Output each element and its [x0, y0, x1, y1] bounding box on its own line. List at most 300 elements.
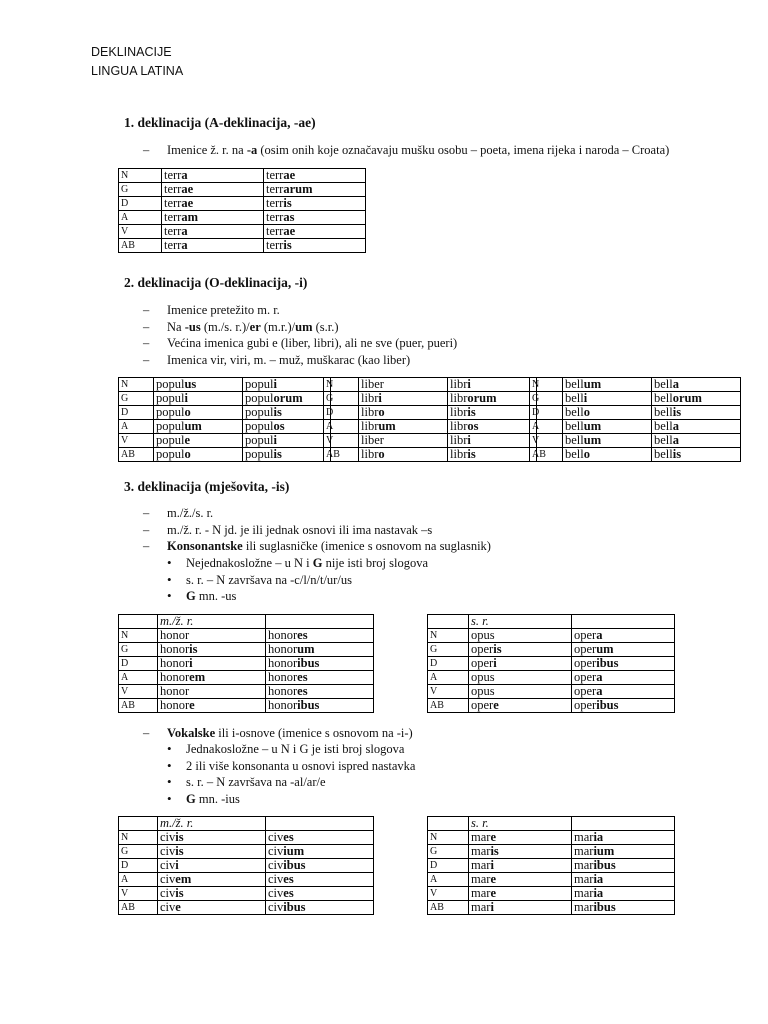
- table-row: [119, 887, 374, 901]
- text-run: libr: [361, 447, 379, 461]
- text-run: terr: [266, 182, 284, 196]
- bold-ending: ibus: [593, 858, 616, 872]
- text-run: honor: [268, 698, 298, 712]
- text-run: bell: [654, 433, 673, 447]
- singular-cell: [359, 406, 448, 420]
- singular-cell: [162, 225, 264, 239]
- table-row: [119, 873, 374, 887]
- bold-ending: i: [184, 391, 188, 405]
- text-run: s. r. – N završava na -al/ar/e: [186, 775, 326, 789]
- plural-cell: [266, 873, 374, 887]
- plural-cell: [264, 225, 366, 239]
- table-row: [119, 197, 366, 211]
- plural-cell: [243, 392, 331, 406]
- plural-cell: [266, 845, 374, 859]
- bold-ending: o: [378, 447, 385, 461]
- list-item: [143, 319, 457, 336]
- singular-cell: [469, 671, 572, 685]
- bold-ending: ibus: [593, 900, 616, 914]
- plural-cell: [266, 887, 374, 901]
- text-run: honor: [160, 684, 190, 698]
- plural-cell: [652, 434, 741, 448]
- singular-cell: [469, 831, 572, 845]
- case-label-cell: V: [428, 685, 469, 699]
- bold-ending: is: [175, 830, 184, 844]
- plural-cell: [572, 859, 675, 873]
- table-row: [119, 434, 331, 448]
- list-item: [143, 335, 457, 352]
- bold-ending: Konsonantske: [167, 539, 243, 553]
- case-label-cell: G: [119, 643, 158, 657]
- section-2-notes: [143, 302, 457, 368]
- singular-cell: [563, 448, 652, 462]
- plural-cell: [448, 448, 537, 462]
- text-run: terr: [266, 210, 284, 224]
- text-run: popul: [245, 405, 274, 419]
- bullet-item: [143, 774, 415, 791]
- case-label-cell: V: [119, 887, 158, 901]
- bold-ending: is: [467, 447, 476, 461]
- text-run: bell: [565, 447, 584, 461]
- case-label-cell: V: [530, 434, 563, 448]
- singular-cell: [469, 845, 572, 859]
- bold-ending: i: [175, 858, 179, 872]
- plural-cell: [652, 448, 741, 462]
- case-label-cell: V: [119, 225, 162, 239]
- table-row: [324, 378, 537, 392]
- case-label-cell: D: [119, 197, 162, 211]
- list-item: [143, 352, 457, 369]
- bold-ending: o: [583, 405, 590, 419]
- bold-ending: G: [186, 791, 196, 806]
- singular-cell: [162, 197, 264, 211]
- table-row: [119, 211, 366, 225]
- text-run: civ: [160, 844, 176, 858]
- text-run: oper: [574, 628, 597, 642]
- text-run: popul: [245, 419, 274, 433]
- bullet-item: [143, 758, 415, 775]
- bold-ending: em: [175, 872, 192, 886]
- bold-ending: i: [467, 433, 471, 447]
- bold-ending: a: [596, 670, 603, 684]
- list-item: [143, 725, 413, 742]
- bold-ending: ae: [283, 224, 296, 238]
- text-run: popul: [245, 377, 274, 391]
- plural-cell: [266, 643, 374, 657]
- table-row: [119, 629, 374, 643]
- text-run: oper: [574, 698, 597, 712]
- case-label-cell: D: [428, 859, 469, 873]
- singular-cell: [158, 859, 266, 873]
- singular-cell: [359, 420, 448, 434]
- case-label-cell: AB: [530, 448, 563, 462]
- plural-cell: [572, 845, 675, 859]
- case-label-cell: AB: [428, 901, 469, 915]
- text-run: bell: [654, 377, 673, 391]
- singular-cell: [158, 901, 266, 915]
- bold-ending: ae: [181, 196, 194, 210]
- plural-cell: [572, 901, 675, 915]
- bold-ending: es: [297, 684, 308, 698]
- plural-cell: [448, 434, 537, 448]
- text-run: oper: [471, 656, 494, 670]
- bold-ending: e: [184, 433, 191, 447]
- plural-cell: [572, 657, 675, 671]
- text-run: terr: [266, 196, 284, 210]
- plural-cell: [652, 378, 741, 392]
- singular-cell: [359, 378, 448, 392]
- table-row: [428, 671, 675, 685]
- plural-cell: [448, 378, 537, 392]
- list-item: [143, 142, 669, 159]
- case-label-cell: D: [324, 406, 359, 420]
- text-run: bell: [565, 377, 584, 391]
- bold-ending: is: [175, 886, 184, 900]
- singular-cell: [359, 448, 448, 462]
- singular-cell: [158, 657, 266, 671]
- bold-ending: -us: [184, 319, 201, 334]
- text-run: bell: [654, 419, 673, 433]
- singular-cell: [158, 873, 266, 887]
- text-run: civ: [160, 830, 176, 844]
- bold-ending: es: [297, 670, 308, 684]
- text-run: civ: [160, 900, 176, 914]
- text-run: terr: [266, 224, 284, 238]
- text-run: mar: [471, 844, 491, 858]
- bold-ending: o: [184, 405, 191, 419]
- table-row: [530, 378, 741, 392]
- singular-cell: [469, 887, 572, 901]
- text-run: bell: [565, 433, 584, 447]
- bold-ending: a: [181, 238, 188, 252]
- table-row: [119, 901, 374, 915]
- bold-ending: orum: [273, 391, 303, 405]
- plural-cell: [572, 699, 675, 713]
- text-run: bell: [565, 391, 584, 405]
- text-run: Većina imenica gubi e (liber, libri), ali ne sve (puer, pueri): [167, 336, 458, 350]
- case-label-cell: D: [119, 657, 158, 671]
- table-row: [428, 859, 675, 873]
- section-3-sub-notes: [143, 555, 428, 605]
- singular-cell: [154, 448, 243, 462]
- case-label-cell: A: [428, 873, 469, 887]
- text-run: libr: [450, 391, 468, 405]
- text-run: mn. -ius: [195, 791, 240, 806]
- bold-ending: a: [596, 684, 603, 698]
- text-run: Jednakosložne – u N i G je isti broj slogova: [186, 742, 405, 756]
- table-1a-terra: [118, 168, 366, 253]
- table-4-civis: [118, 816, 374, 915]
- bold-ending: ibus: [297, 698, 320, 712]
- gender-header-cell: [428, 817, 469, 831]
- gender-header-cell: m./ž. r.: [158, 817, 266, 831]
- plural-cell: [652, 392, 741, 406]
- text-run: oper: [574, 684, 597, 698]
- list-item: [143, 505, 491, 522]
- case-label-cell: G: [428, 643, 469, 657]
- bold-ending: um: [583, 377, 602, 391]
- bold-ending: er: [249, 319, 261, 334]
- table-row: [428, 657, 675, 671]
- text-run: Nejednakosložne – u N i: [186, 556, 313, 570]
- table-row: [324, 448, 537, 462]
- bold-ending: ibus: [297, 656, 320, 670]
- text-run: civ: [160, 858, 176, 872]
- section-2-title: 2. deklinacija (O-deklinacija, -i): [124, 275, 308, 290]
- text-run: libr: [450, 419, 468, 433]
- text-run: mar: [574, 886, 594, 900]
- case-label-cell: V: [119, 685, 158, 699]
- case-label-cell: G: [324, 392, 359, 406]
- plural-cell: [266, 699, 374, 713]
- case-label-cell: N: [428, 831, 469, 845]
- text-run: libr: [361, 391, 379, 405]
- plural-cell: [572, 873, 675, 887]
- text-run: m./ž. r. - N jd. je ili jednak osnovi ili ima nastavak –s: [167, 522, 433, 537]
- table-row: [119, 378, 331, 392]
- text-run: bell: [654, 405, 673, 419]
- text-run: mar: [574, 830, 594, 844]
- case-label-cell: AB: [324, 448, 359, 462]
- plural-cell: [266, 657, 374, 671]
- text-run: libr: [450, 447, 468, 461]
- bold-ending: um: [295, 319, 313, 334]
- list-item: [143, 538, 491, 555]
- bold-ending: orum: [672, 391, 702, 405]
- singular-cell: [158, 845, 266, 859]
- case-label-cell: AB: [119, 239, 162, 253]
- table-row: [428, 629, 675, 643]
- table-row: [119, 671, 374, 685]
- text-run: mar: [574, 872, 594, 886]
- text-run: Imenice pretežito m. r.: [167, 303, 280, 317]
- text-run: bell: [654, 391, 673, 405]
- bold-ending: um: [184, 419, 202, 433]
- table-row: [428, 887, 675, 901]
- text-run: civ: [268, 830, 284, 844]
- table-row: [530, 406, 741, 420]
- bullet-item: [143, 555, 428, 572]
- singular-cell: [158, 643, 266, 657]
- text-run: liber: [361, 433, 384, 447]
- text-run: opus: [471, 684, 495, 698]
- singular-cell: [158, 685, 266, 699]
- table-header-row: [119, 615, 374, 629]
- bold-ending: a: [672, 433, 679, 447]
- case-label-cell: D: [119, 859, 158, 873]
- case-label-cell: A: [119, 211, 162, 225]
- text-run: civ: [160, 872, 176, 886]
- table-row: [119, 831, 374, 845]
- case-label-cell: N: [324, 378, 359, 392]
- text-run: bell: [565, 405, 584, 419]
- text-run: popul: [245, 433, 274, 447]
- bold-ending: um: [596, 642, 614, 656]
- singular-cell: [469, 901, 572, 915]
- singular-cell: [158, 671, 266, 685]
- text-run: civ: [268, 858, 284, 872]
- plural-cell: [652, 406, 741, 420]
- bold-ending: is: [672, 447, 682, 461]
- singular-cell: [563, 420, 652, 434]
- singular-cell: [162, 239, 264, 253]
- singular-cell: [469, 699, 572, 713]
- bold-ending: ibus: [596, 698, 619, 712]
- table-3-opus: [427, 614, 675, 713]
- text-run: mar: [471, 900, 491, 914]
- bold-ending: a: [672, 377, 679, 391]
- bold-ending: e: [189, 698, 195, 712]
- bullet-item: [143, 588, 428, 605]
- text-run: oper: [471, 698, 494, 712]
- singular-cell: [563, 434, 652, 448]
- bold-ending: is: [493, 642, 502, 656]
- bold-ending: a: [181, 224, 188, 238]
- singular-cell: [469, 685, 572, 699]
- bold-ending: e: [490, 872, 496, 886]
- bold-ending: um: [378, 419, 396, 433]
- bold-ending: -a: [246, 143, 258, 157]
- singular-cell: [154, 420, 243, 434]
- bold-ending: os: [467, 419, 479, 433]
- table-header-row: [428, 817, 675, 831]
- singular-cell: [563, 406, 652, 420]
- text-run: oper: [574, 656, 597, 670]
- text-run: popul: [156, 377, 185, 391]
- text-run: oper: [471, 642, 494, 656]
- table-row: [530, 448, 741, 462]
- singular-cell: [154, 392, 243, 406]
- text-run: terr: [266, 238, 284, 252]
- plural-cell: [266, 901, 374, 915]
- bold-ending: e: [490, 830, 496, 844]
- text-run: honor: [268, 670, 298, 684]
- table-row: [428, 845, 675, 859]
- bold-ending: ium: [593, 844, 615, 858]
- text-run: ili suglasničke (imenice s osnovom na suglasnik): [242, 539, 491, 553]
- text-run: civ: [160, 886, 176, 900]
- singular-cell: [469, 629, 572, 643]
- text-run: mar: [471, 886, 491, 900]
- plural-cell: [448, 392, 537, 406]
- bold-ending: G: [312, 556, 323, 570]
- table-row: [119, 699, 374, 713]
- case-label-cell: D: [530, 406, 563, 420]
- case-label-cell: A: [324, 420, 359, 434]
- table-row: [119, 685, 374, 699]
- text-run: civ: [268, 886, 284, 900]
- gender-header-cell: [119, 615, 158, 629]
- table-row: [324, 420, 537, 434]
- text-run: civ: [268, 900, 284, 914]
- bold-ending: i: [378, 391, 382, 405]
- table-row: [428, 873, 675, 887]
- plural-cell: [572, 671, 675, 685]
- plural-cell: [264, 183, 366, 197]
- plural-cell: [652, 420, 741, 434]
- bold-ending: es: [283, 830, 294, 844]
- text-run: Na: [167, 319, 185, 334]
- gender-header-cell: [119, 817, 158, 831]
- text-run: (s.r.): [312, 319, 339, 334]
- plural-cell: [264, 169, 366, 183]
- text-run: popul: [245, 391, 274, 405]
- text-run: terr: [164, 224, 182, 238]
- text-run: mar: [574, 858, 594, 872]
- bold-ending: es: [283, 872, 294, 886]
- gender-header-cell: m./ž. r.: [158, 615, 266, 629]
- case-label-cell: G: [530, 392, 563, 406]
- table-row: [428, 901, 675, 915]
- text-run: honor: [160, 628, 190, 642]
- bold-ending: is: [189, 642, 198, 656]
- bold-ending: i: [493, 656, 497, 670]
- text-run: libr: [450, 377, 468, 391]
- text-run: ili i-osnove (imenice s osnovom na -i-): [215, 726, 413, 740]
- plural-cell: [266, 859, 374, 873]
- case-label-cell: G: [119, 845, 158, 859]
- case-label-cell: AB: [119, 448, 154, 462]
- text-run: m./ž./s. r.: [167, 506, 214, 520]
- header-line-2: LINGUA LATINA: [91, 64, 184, 78]
- table-row: [428, 643, 675, 657]
- bold-ending: is: [283, 196, 292, 210]
- text-run: 2 ili više konsonanta u osnovi ispred nastavka: [186, 758, 416, 773]
- table-row: [324, 434, 537, 448]
- case-label-cell: A: [428, 671, 469, 685]
- text-run: libr: [450, 405, 468, 419]
- singular-cell: [469, 873, 572, 887]
- singular-cell: [154, 406, 243, 420]
- text-run: terr: [164, 238, 182, 252]
- table-row: [324, 406, 537, 420]
- text-run: terr: [164, 168, 182, 182]
- bold-ending: as: [283, 210, 295, 224]
- bold-ending: ia: [593, 830, 604, 844]
- bold-ending: i: [189, 656, 193, 670]
- table-row: [119, 183, 366, 197]
- table-row: [119, 859, 374, 873]
- bullet-item: [143, 791, 415, 808]
- bold-ending: o: [583, 447, 590, 461]
- case-label-cell: A: [530, 420, 563, 434]
- bold-ending: i: [273, 377, 277, 391]
- table-row: [119, 169, 366, 183]
- text-run: honor: [160, 656, 190, 670]
- plural-cell: [264, 239, 366, 253]
- bold-ending: us: [184, 377, 197, 391]
- text-run: bell: [654, 447, 673, 461]
- bold-ending: is: [283, 238, 292, 252]
- bold-ending: es: [283, 886, 294, 900]
- singular-cell: [158, 887, 266, 901]
- table-row: [119, 657, 374, 671]
- bold-ending: ae: [283, 168, 296, 182]
- table-row: [530, 434, 741, 448]
- bold-ending: a: [596, 628, 603, 642]
- case-label-cell: N: [119, 831, 158, 845]
- bold-ending: i: [583, 391, 588, 405]
- case-label-cell: G: [119, 183, 162, 197]
- table-row: [119, 643, 374, 657]
- text-run: honor: [268, 628, 298, 642]
- bold-ending: e: [175, 900, 181, 914]
- text-run: terr: [164, 196, 182, 210]
- bold-ending: G: [186, 589, 196, 603]
- bold-ending: ibus: [596, 656, 619, 670]
- singular-cell: [469, 643, 572, 657]
- bold-ending: ia: [593, 886, 604, 900]
